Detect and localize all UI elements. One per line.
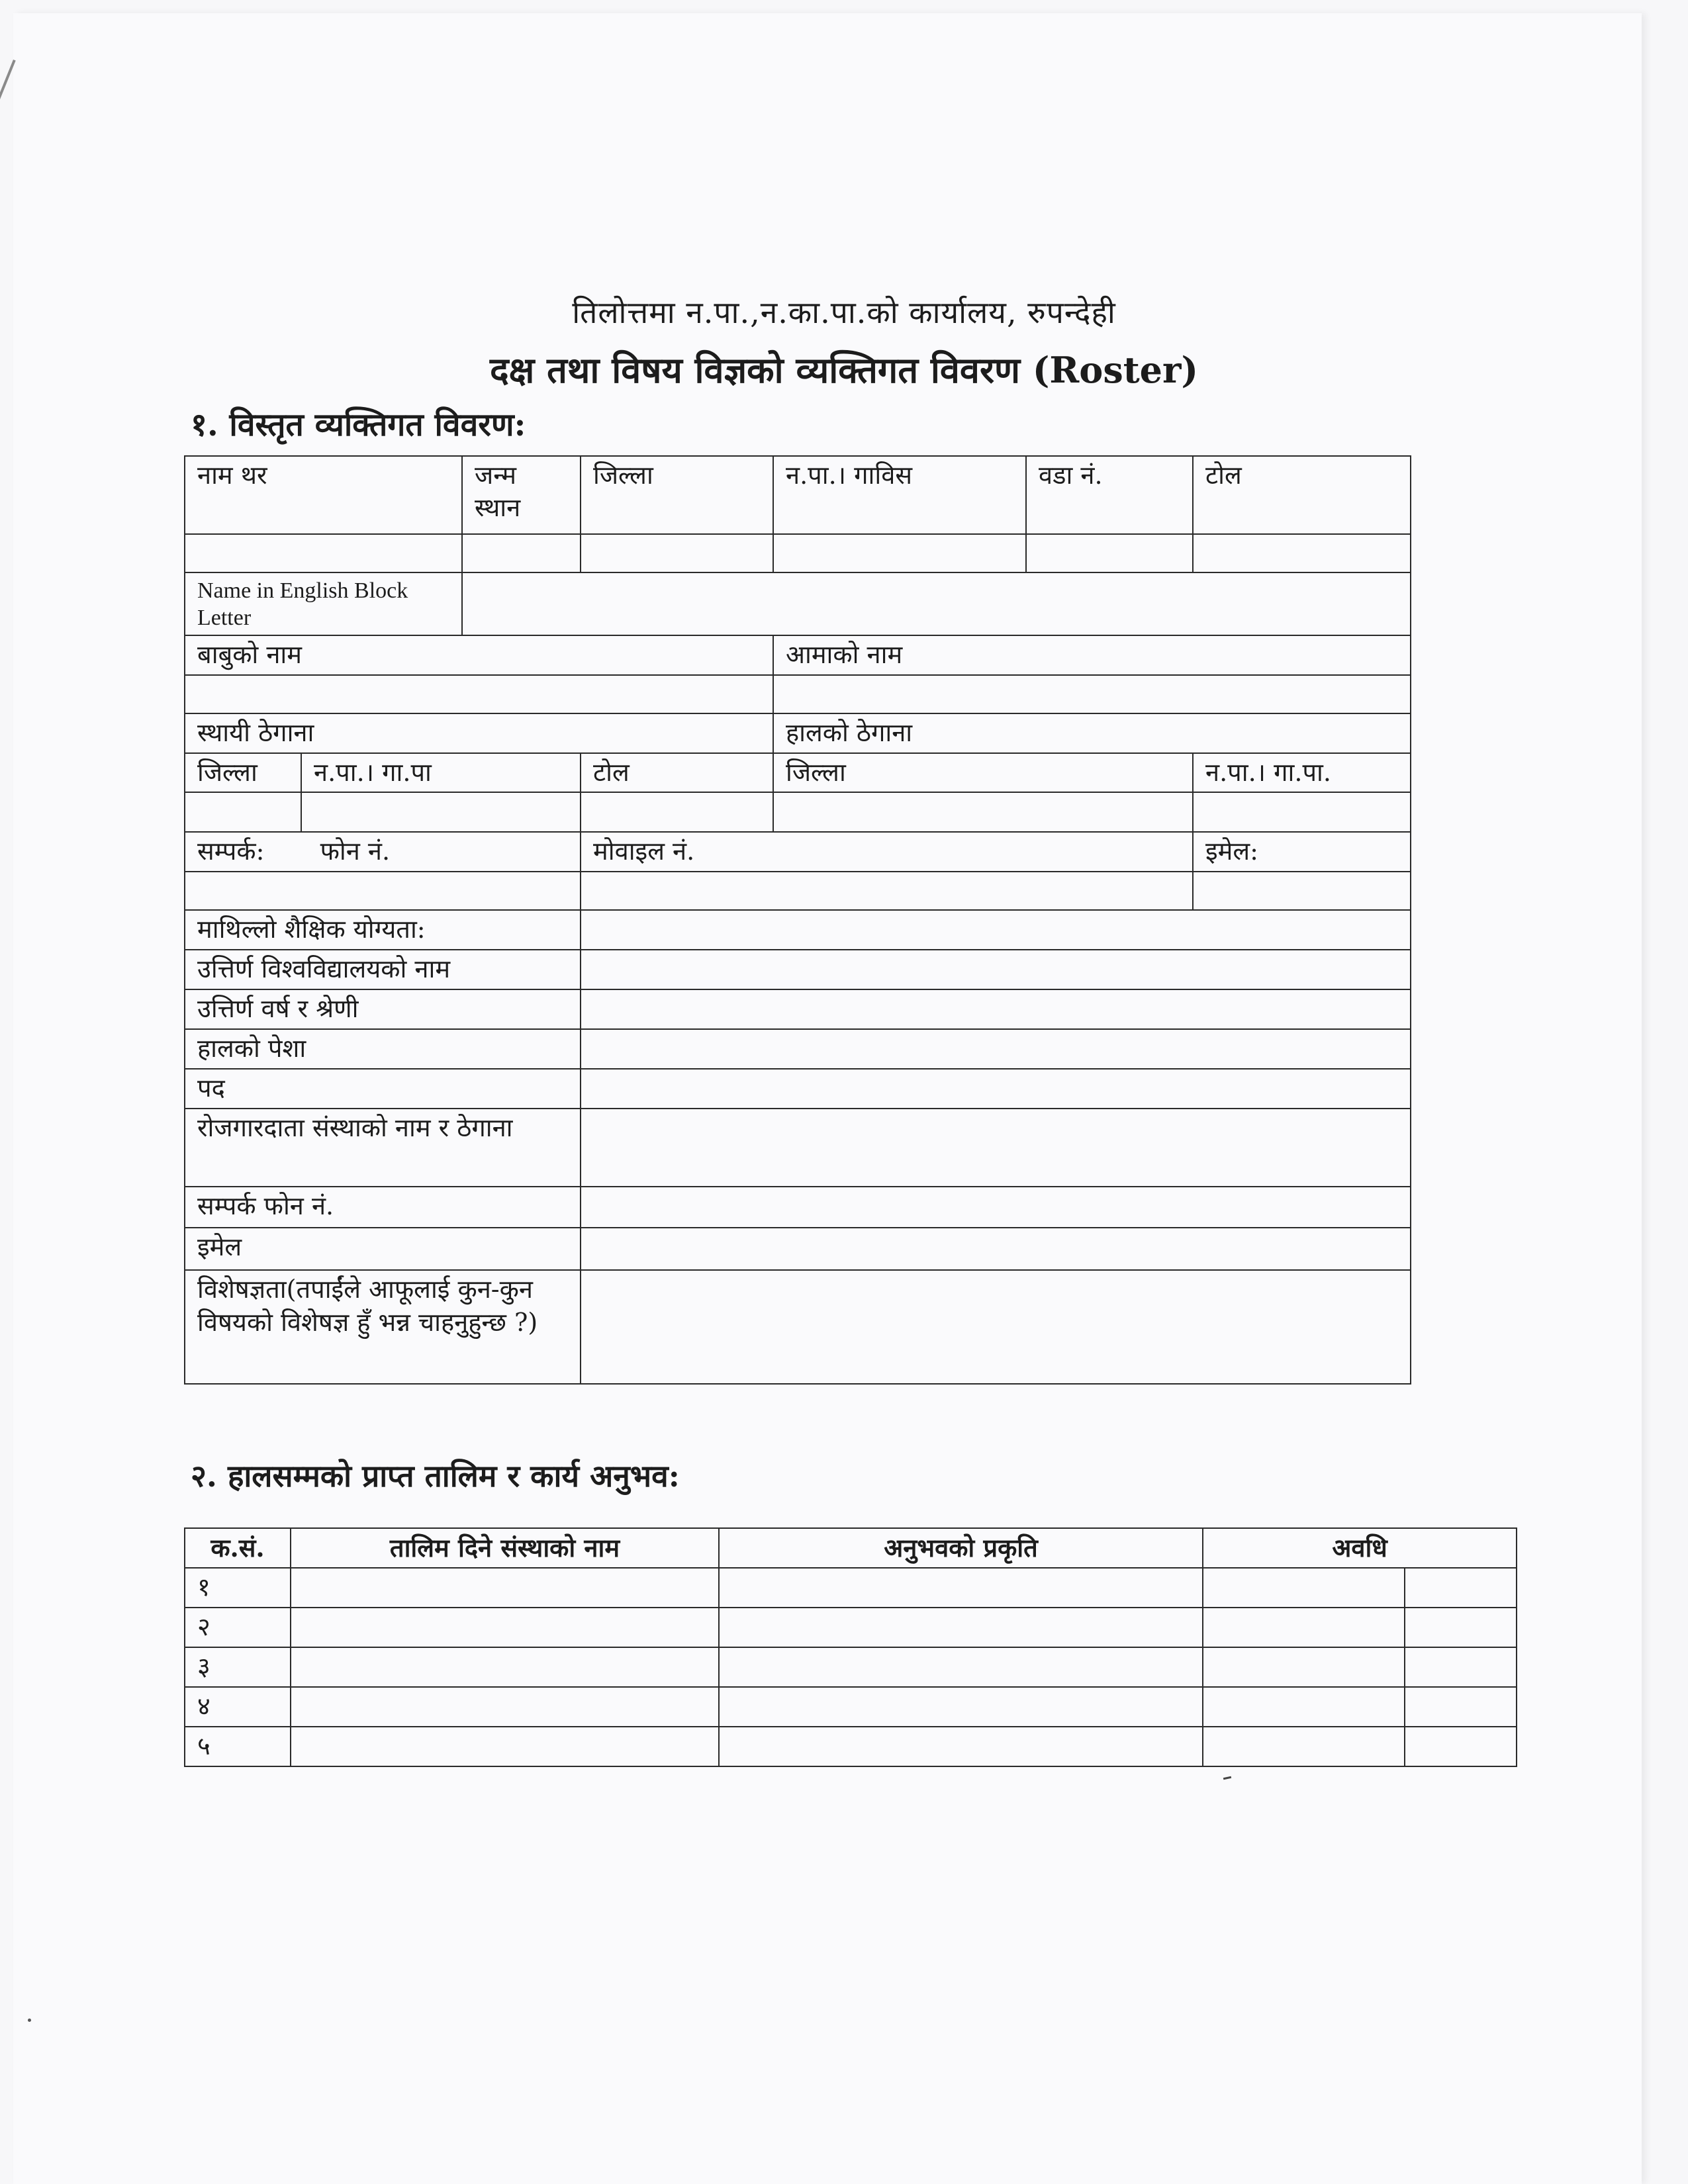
input-duration-to[interactable] [1405, 1608, 1517, 1647]
office-name: तिलोत्तमा न.पा.,न.का.पा.को कार्यालय, रुपन्देही [572, 295, 1116, 330]
label-university: उत्तिर्ण विश्वविद्यालयको नाम [185, 950, 581, 989]
section-2-heading: २. हालसम्मको प्राप्त तालिम र कार्य अनुभव: [191, 1458, 680, 1494]
label-district: जिल्ला [581, 456, 773, 534]
row-number: २ [185, 1608, 291, 1647]
input-phone[interactable] [185, 872, 581, 910]
label-position: पद [185, 1069, 581, 1109]
label-education: माथिल्लो शैक्षिक योग्यता: [185, 910, 581, 950]
label-contact-phone [185, 832, 581, 872]
label-current-occupation: हालको पेशा [185, 1029, 581, 1069]
input-permanent-tole[interactable] [581, 792, 773, 832]
input-experience[interactable] [719, 1647, 1203, 1687]
label-current-address: हालको ठेगाना [773, 713, 1411, 753]
input-experience[interactable] [719, 1608, 1203, 1647]
input-education[interactable] [581, 910, 1411, 950]
input-duration-from[interactable] [1203, 1687, 1405, 1727]
row-number: ५ [185, 1727, 291, 1766]
input-duration-to[interactable] [1405, 1727, 1517, 1766]
input-full-name[interactable] [185, 534, 462, 572]
col-training-institute: तालिम दिने संस्थाको नाम [291, 1528, 719, 1568]
label-expertise: विशेषज्ञता(तपाईंले आफूलाई कुन-कुन विषयको विशेषज्ञ हुँ भन्न चाहनुहुन्छ ?) [185, 1270, 581, 1384]
input-experience[interactable] [719, 1687, 1203, 1727]
label-mobile: मोवाइल नं. [581, 832, 1193, 872]
input-institute[interactable] [291, 1608, 719, 1647]
scan-speck [28, 2019, 31, 2022]
input-duration-to[interactable] [1405, 1647, 1517, 1687]
training-experience-table [184, 1527, 1517, 1767]
input-district[interactable] [581, 534, 773, 572]
label-ward: वडा नं. [1026, 456, 1193, 534]
label-current-municipality: न.पा.। गा.पा. [1193, 753, 1411, 792]
col-experience-nature: अनुभवको प्रकृति [719, 1528, 1203, 1568]
input-current-municipality[interactable] [1193, 792, 1411, 832]
input-expertise[interactable] [581, 1270, 1411, 1384]
label-permanent-tole: टोल [581, 753, 773, 792]
input-experience[interactable] [719, 1727, 1203, 1766]
input-municipality[interactable] [773, 534, 1026, 572]
input-institute[interactable] [291, 1647, 719, 1687]
input-institute[interactable] [291, 1568, 719, 1608]
label-pass-year-division: उत्तिर्ण वर्ष र श्रेणी [185, 989, 581, 1029]
input-pass-year-division[interactable] [581, 989, 1411, 1029]
input-name-english[interactable] [462, 572, 1411, 635]
input-duration-from[interactable] [1203, 1568, 1405, 1608]
col-serial-no: क.सं. [185, 1528, 291, 1568]
input-tole[interactable] [1193, 534, 1411, 572]
label-municipality: न.पा.। गाविस [773, 456, 1026, 534]
input-permanent-district[interactable] [185, 792, 301, 832]
input-email-contact[interactable] [1193, 872, 1411, 910]
input-duration-from[interactable] [1203, 1608, 1405, 1647]
input-current-district[interactable] [773, 792, 1193, 832]
row-number: १ [185, 1568, 291, 1608]
col-duration: अवधि [1203, 1528, 1517, 1568]
label-email: इमेल [185, 1228, 581, 1270]
input-position[interactable] [581, 1069, 1411, 1109]
input-duration-to[interactable] [1405, 1568, 1517, 1608]
input-father-name[interactable] [185, 675, 773, 713]
label-full-name: नाम थर [185, 456, 462, 534]
label-contact-phone-no: सम्पर्क फोन नं. [185, 1187, 581, 1228]
personal-details-table [184, 455, 1411, 1385]
label-birthplace: जन्म स्थान [462, 456, 581, 534]
input-duration-to[interactable] [1405, 1687, 1517, 1727]
input-experience[interactable] [719, 1568, 1203, 1608]
input-mobile[interactable] [581, 872, 1193, 910]
label-employer: रोजगारदाता संस्थाको नाम र ठेगाना [185, 1109, 581, 1187]
input-duration-from[interactable] [1203, 1727, 1405, 1766]
label-current-district: जिल्ला [773, 753, 1193, 792]
input-duration-from[interactable] [1203, 1647, 1405, 1687]
section-1-heading: १. विस्तृत व्यक्तिगत विवरण: [191, 406, 526, 443]
row-number: ३ [185, 1647, 291, 1687]
label-contact: सम्पर्क: [197, 837, 265, 866]
label-name-english: Name in English Block Letter [185, 572, 462, 635]
label-phone: फोन नं. [320, 837, 391, 866]
label-father-name: बाबुको नाम [185, 635, 773, 675]
row-number: ४ [185, 1687, 291, 1727]
input-contact-phone-no[interactable] [581, 1187, 1411, 1228]
input-birthplace[interactable] [462, 534, 581, 572]
input-employer[interactable] [581, 1109, 1411, 1187]
input-mother-name[interactable] [773, 675, 1411, 713]
input-university[interactable] [581, 950, 1411, 989]
label-email-contact: इमेल: [1193, 832, 1411, 872]
input-current-occupation[interactable] [581, 1029, 1411, 1069]
label-permanent-municipality: न.पा.। गा.पा [301, 753, 581, 792]
label-tole: टोल [1193, 456, 1411, 534]
label-mother-name: आमाको नाम [773, 635, 1411, 675]
form-title: दक्ष तथा विषय विज्ञको व्यक्तिगत विवरण (Roster) [489, 349, 1199, 391]
input-institute[interactable] [291, 1727, 719, 1766]
input-ward[interactable] [1026, 534, 1193, 572]
input-institute[interactable] [291, 1687, 719, 1727]
input-email[interactable] [581, 1228, 1411, 1270]
input-permanent-municipality[interactable] [301, 792, 581, 832]
label-permanent-district: जिल्ला [185, 753, 301, 792]
label-permanent-address: स्थायी ठेगाना [185, 713, 773, 753]
